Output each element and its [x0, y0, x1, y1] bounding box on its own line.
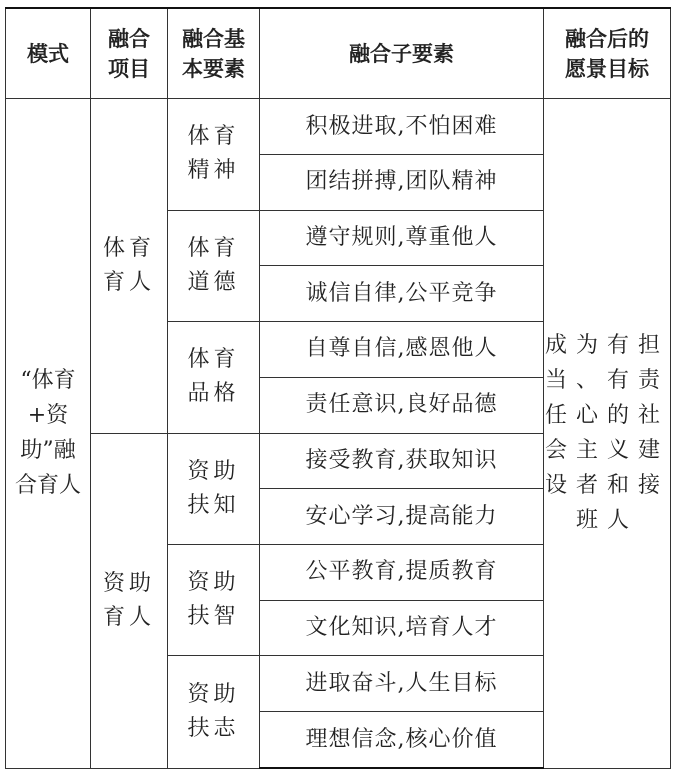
mode-line: 助”融 — [20, 438, 76, 464]
sub-element-cell: 公平教育,提质教育 — [260, 544, 544, 600]
header-sub-elements — [260, 8, 544, 99]
goal-line: 设者和接 — [544, 473, 669, 499]
header-goal-line1: 融合后的 — [565, 26, 649, 51]
goal-line: 任心的社 — [544, 403, 669, 429]
goal-line: 当、有责 — [544, 368, 669, 394]
mode-cell — [6, 99, 91, 768]
project-line: 育人 — [102, 604, 155, 630]
project-line: 体育 — [102, 235, 155, 261]
element-line: 体育 — [187, 347, 240, 373]
project-cell-aid — [91, 433, 168, 768]
sub-element-cell: 安心学习,提高能力 — [260, 489, 544, 545]
header-goal — [544, 8, 671, 99]
project-cell-sports — [91, 99, 168, 433]
mode-line: “体育 — [20, 368, 76, 394]
sub-element-cell: 接受教育,获取知识 — [260, 433, 544, 489]
header-basic-line1: 融合基 — [182, 26, 245, 51]
element-cell — [168, 322, 260, 433]
header-project — [91, 8, 168, 99]
goal-cell — [544, 99, 671, 768]
mode-text — [15, 363, 81, 503]
element-line: 道德 — [187, 269, 240, 295]
element-cell — [168, 544, 260, 655]
sub-element-cell: 理想信念,核心价值 — [260, 712, 544, 768]
header-basic-elements — [168, 8, 260, 99]
sub-element-cell: 进取奋斗,人生目标 — [260, 656, 544, 712]
element-cell — [168, 99, 260, 210]
project-line: 育人 — [102, 269, 155, 295]
element-line: 资助 — [187, 458, 240, 484]
header-mode — [6, 8, 91, 99]
table-row — [6, 99, 671, 155]
element-line: 资助 — [187, 681, 240, 707]
element-cell — [168, 656, 260, 768]
element-cell — [168, 433, 260, 544]
element-line: 扶智 — [187, 604, 240, 630]
element-line: 精神 — [187, 158, 240, 184]
project-line: 资助 — [102, 570, 155, 596]
element-cell — [168, 210, 260, 321]
header-mode-label: 模式 — [27, 41, 69, 66]
goal-line: 成为有担 — [544, 333, 669, 359]
sub-element-cell: 遵守规则,尊重他人 — [260, 210, 544, 266]
header-sub-elements-label: 融合子要素 — [349, 41, 454, 66]
sub-element-cell: 自尊自信,感恩他人 — [260, 322, 544, 378]
element-line: 扶知 — [187, 492, 240, 518]
sub-element-cell: 责任意识,良好品德 — [260, 377, 544, 433]
sub-element-cell: 文化知识,培育人才 — [260, 600, 544, 656]
header-basic-line2: 本要素 — [182, 56, 245, 81]
element-line: 体育 — [187, 124, 240, 150]
header-project-line1: 融合 — [108, 26, 150, 51]
element-line: 资助 — [187, 570, 240, 596]
element-line: 体育 — [187, 235, 240, 261]
goal-line: 班人 — [575, 508, 638, 534]
sub-element-cell: 积极进取,不怕困难 — [260, 99, 544, 155]
fusion-table — [5, 7, 671, 769]
mode-line: +资 — [27, 403, 69, 429]
element-line: 扶志 — [187, 715, 240, 741]
element-line: 品格 — [187, 381, 240, 407]
header-row — [6, 8, 671, 99]
sub-element-cell: 团结拼搏,团队精神 — [260, 154, 544, 210]
header-project-line2: 项目 — [108, 56, 150, 81]
header-goal-line2: 愿景目标 — [565, 56, 649, 81]
sub-element-cell: 诚信自律,公平竞争 — [260, 266, 544, 322]
mode-line: 合育人 — [14, 473, 81, 499]
goal-line: 会主义建 — [544, 438, 669, 464]
